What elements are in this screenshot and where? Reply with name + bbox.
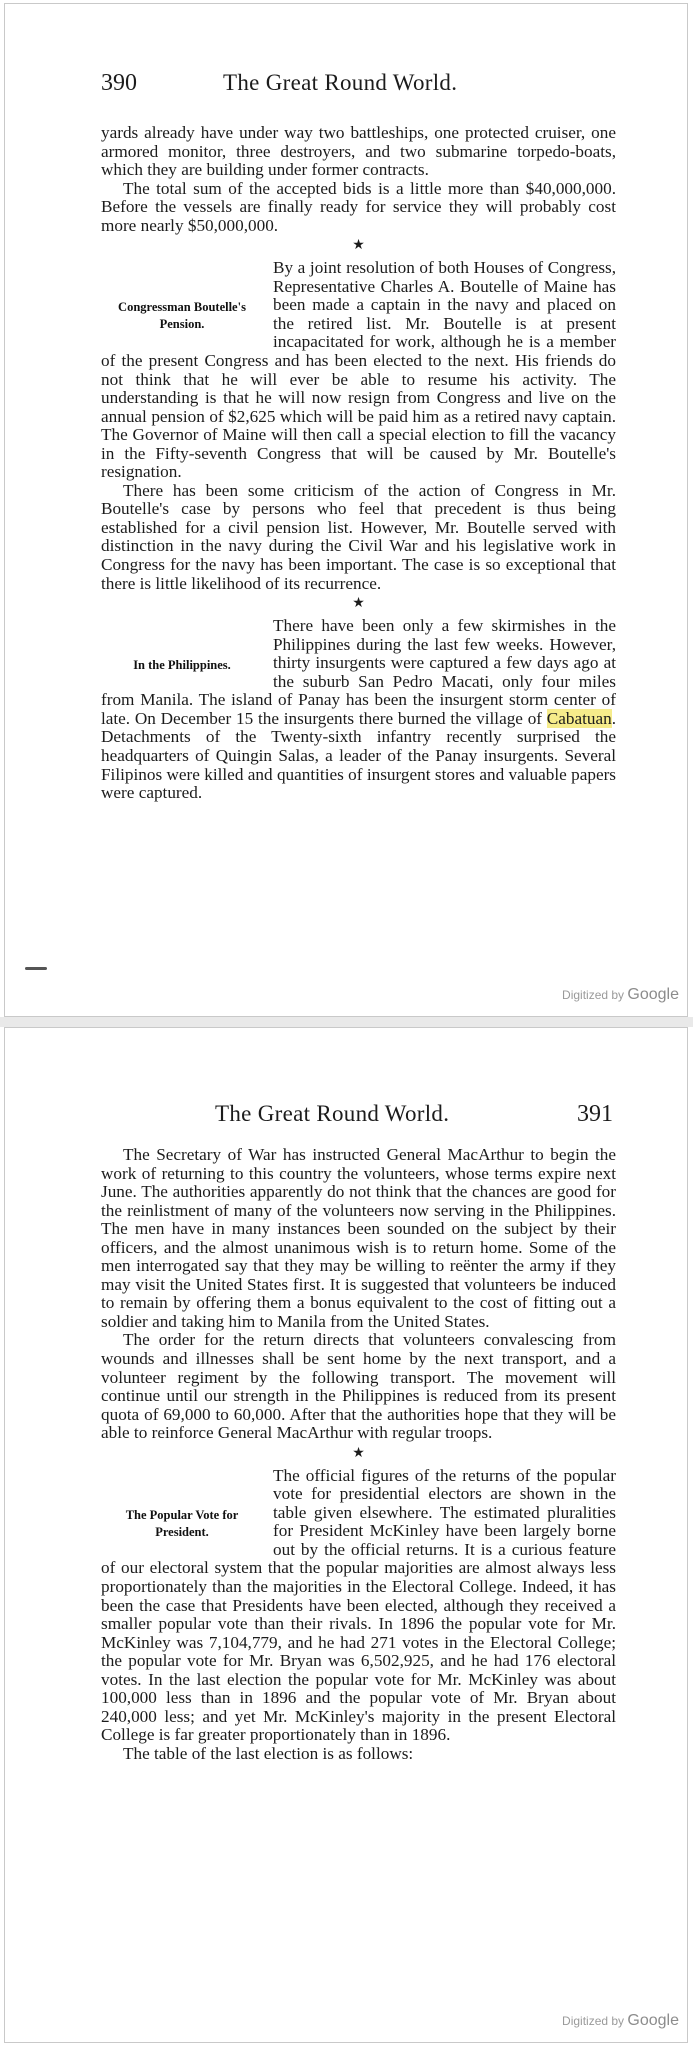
popular-vote-text: The official figures of the returns of the popular vote for presidential electors are shown in the table given elsewhere. The estimated pluralities for President McKinley have been largely borne out by the official returns. It is a curious feature of our electoral system that the popular majorities are almost always less proportionately than the majorities in the Electoral College. Indeed, it has been the case that Presidents have been elected, although they received a smaller popular vote than their rivals. In 1896 the popular vote for Mr. McKinley was 7,104,779, and he had 271 votes in the Electoral College; the popular vote for Mr. Bryan was 6,502,925, and he had 176 electoral votes. In the last election the popular vote for Mr. McKinley was about 100,000 less than in 1896 and the popular vote of Mr. Bryan about 240,000 less; and yet Mr. McKinley's majority in the present Electoral College is far greater proportionately than in 1896. [101,1465,616,1745]
section-star-divider: ★ [352,1445,365,1461]
paragraph-criticism: There has been some criticism of the action of Congress in Mr. Boutelle's case by persons who feel that precedent is thus being established for a civil pension list. However, Mr. Boutelle served with distinction in the navy during the Civil War and his legislative work in Congress for the navy has been important. The case is so exceptional that there is little likelihood of its recurrence. [101,480,616,593]
paragraph-table-intro: The table of the last election is as follows: [123,1743,414,1763]
paragraph-return-order: The order for the return directs that volunteers convalescing from wounds and illnesses shall be sent home by the next transport, and a volunteer regiment by the following transport. The movement will continue until our strength in the Philippines is reduced from its present quota of 69,000 to 60,000. After that the authorities hope that they will be able to reinforce General MacArthur with regular troops. [101,1330,616,1443]
digitized-by-google-watermark: Digitized by Google [562,986,679,1003]
sidenote-philippines: In the Philippines. [133,658,231,673]
page-number: 390 [101,70,137,96]
philippines-text-a: There have been only a few skirmishes in the Philippines during the last few weeks. However, thirty insurgents were captured a few days ago at the suburb San Pedro Macati, only four miles from Manila. The island of Panay has been the insurgent storm center of late. On December 15 the insurgents there burned the village of [101,616,616,728]
paragraph-battleships: yards already have under way two battleships, one protected cruiser, one armored monitor, three destroyers, and two submarine torpedo-boats, which they are building under former contracts. [101,123,616,180]
page-391-body [101,1146,616,1764]
running-head: The Great Round World. [223,70,458,95]
section-star-divider: ★ [352,596,365,612]
philippines-text-b: . Detachments of the Twenty-sixth infantry recently surprised the headquarters of Quingin Salas, a leader of the Panay insurgents. Several Filipinos were killed and quantities of insurgent stores and valuable papers were captured. [101,708,616,803]
boutelle-text: By a joint resolution of both Houses of Congress, Representative Charles A. Boutelle of Maine has been made a captain in the navy and placed on the retired list. Mr. Boutelle is at present incapacitated for work, although he is a member of the present Congress and has been elected to the next. His friends do not think that he will ever be able to resume his activity. The understanding is that he will now resign from Congress and live on the annual pension of $2,625 which will be paid him as a retired navy captain. The Governor of Maine will then call a special election to fill the vacancy in the Fifty-seventh Congress that will be caused by Mr. Boutelle's resignation. [101,258,616,482]
paragraph-total-bids: The total sum of the accepted bids is a little more than $40,000,000. Before the vessels are finally ready for service they will probably cost more nearly $50,000,000. [101,178,616,235]
page-391 [4,1027,688,2043]
page-390 [4,3,688,1017]
paragraph-popular-vote [101,1467,616,1745]
paragraph-boutelle [101,259,616,482]
section-star-divider: ★ [352,238,365,254]
sidenote-boutelle-pension: Congressman Boutelle's Pension. [118,300,246,332]
digitized-by-google-watermark: Digitized by Google [562,2012,679,2029]
sidenote-popular-vote: The Popular Vote for President. [125,1507,239,1539]
paragraph-secretary-of-war: The Secretary of War has instructed General MacArthur to begin the work of returning to this country the volunteers, whose terms expire next June. The authorities apparently do not think that the chances are good for the reinlistment of many of the volunteers now serving in the Philippines. The men have in many instances been sounded on the subject by their officers, and the almost unanimous wish is to return home. Some of the men interrogated say that they may be willing to reënter the army if they may visit the United States first. It is suggested that volunteers be induced to remain by offering them a bonus equivalent to the cost of fitting out a soldier and taking him to Manila from the United States. [101,1145,616,1331]
page-390-body [101,124,616,803]
running-head: The Great Round World. [215,1101,450,1126]
margin-scan-mark [25,967,47,970]
highlighted-word: Cabatuan [546,708,612,728]
page-gap [0,1017,693,1027]
paragraph-philippines [101,617,616,802]
page-number: 391 [577,1101,613,1127]
